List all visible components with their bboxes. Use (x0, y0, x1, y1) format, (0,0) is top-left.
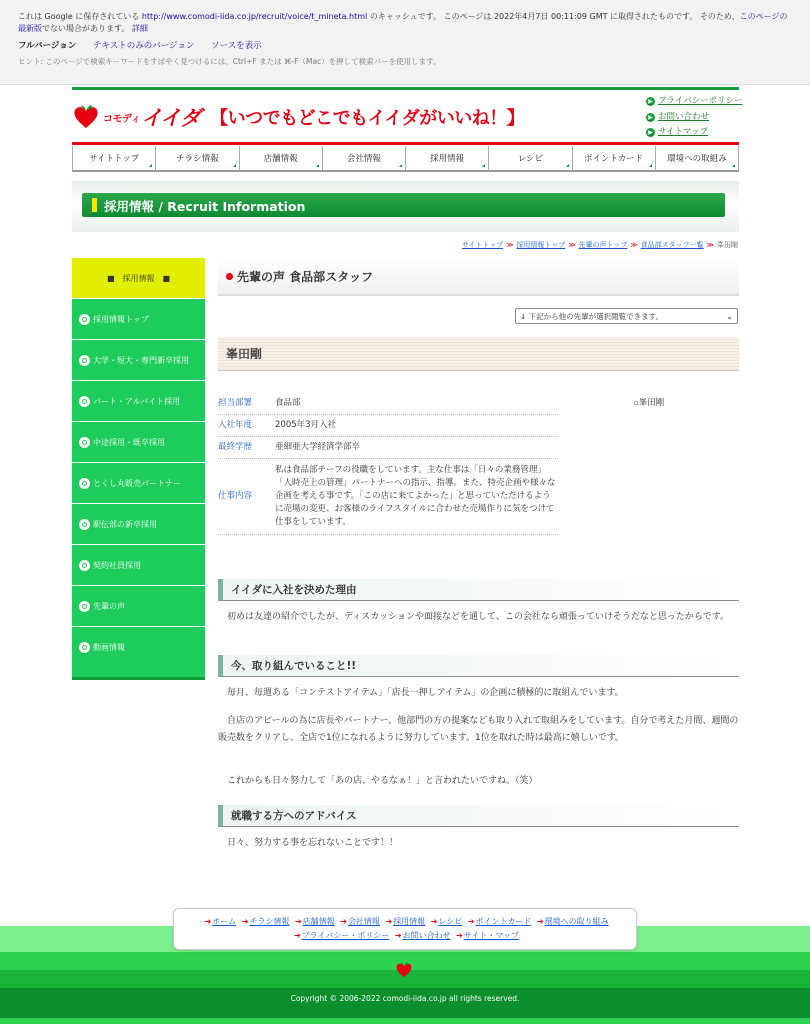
main-nav (72, 146, 739, 172)
sidebar-item-recruit-top[interactable] (72, 298, 205, 339)
section-heading-reason: イイダに入社を決めた理由 (218, 579, 739, 601)
sidebar-item-label: 採用情報トップ (93, 314, 149, 324)
section-heading-advice: 就職する方へのアドバイス (218, 805, 739, 827)
util-link-label: プライバシーポリシー (658, 96, 743, 106)
arrow-icon: ➔ (241, 917, 249, 926)
arrow-icon: ➔ (340, 917, 347, 926)
footer-links-row (174, 929, 636, 943)
table-row (218, 415, 558, 437)
footer-link-stores[interactable]: 店舗情報 (302, 917, 335, 926)
footer-link-sitemap[interactable]: サイト・マップ (463, 931, 519, 940)
circle-bullet-icon (79, 519, 90, 530)
profile-table (218, 393, 558, 535)
staff-select-value: ↓ 下記から他の先輩が選択閲覧できます。 (520, 311, 664, 321)
circle-bullet-icon (79, 601, 90, 612)
footer-link-point-card[interactable]: ポイントカード (475, 917, 532, 926)
footer-links (173, 908, 637, 950)
footer (0, 908, 810, 1024)
staff-photo (634, 396, 664, 408)
nav-site-top[interactable]: サイトトップ (72, 146, 156, 170)
sidebar-item-mid-career[interactable] (72, 421, 205, 462)
nav-environment[interactable]: 環境への取組み (656, 146, 739, 170)
cache-view-options (18, 40, 792, 52)
staff-photo-alt: 峯田剛 (638, 398, 665, 408)
footer-link-environment[interactable]: 環境への取り組み (544, 917, 609, 926)
broken-image-icon: ▫ (634, 399, 639, 407)
cached-url-link[interactable]: http://www.comodi-iida.co.jp/recruit/voice/t_mineta.html (141, 12, 368, 21)
cache-text: でない場合があります。 (42, 24, 130, 33)
sidebar-item-ekiden[interactable] (72, 503, 205, 544)
profile-label: 仕事内容 (218, 459, 275, 535)
footer-link-recipe[interactable]: レシピ (438, 917, 463, 926)
cache-text: これは Google に保存されている (18, 12, 142, 21)
cache-text: のキャッシュです。 このページは 2022年4月7日 00:11:09 GMT に取得されたものです。 そのため、 (367, 12, 740, 21)
copyright: Copyright © 2006-2022 comodi-iida.co.jp all rights reserved. (290, 994, 520, 1003)
arrow-icon: ➔ (385, 917, 393, 926)
sidebar-item-label: 先輩の声 (93, 601, 125, 611)
double-chevron-icon: ≫ (568, 241, 576, 249)
banner-bar (82, 193, 725, 217)
circle-bullet-icon (79, 396, 90, 407)
staff-select[interactable] (515, 308, 738, 324)
nav-flyer[interactable]: チラシ情報 (156, 146, 239, 170)
main-content (218, 258, 739, 848)
recruit-banner (72, 181, 739, 232)
profile-value: 食品部 (275, 393, 558, 415)
sidebar-item-label: パート・アルバイト採用 (93, 396, 181, 406)
breadcrumb-site-top[interactable]: サイトトップ (461, 241, 504, 249)
full-version-link[interactable]: フルバージョン (18, 41, 77, 51)
section-paragraph: 日々、努力する事を忘れないことです！！ (227, 838, 399, 848)
arrow-icon: ➔ (456, 931, 463, 940)
table-row (218, 437, 558, 459)
section-paragraph: 毎月、毎週ある「コンテストアイテム」「店長一押しアイテム」の企画に積極的に取組んでいます。 (227, 688, 624, 698)
arrow-icon: ➔ (430, 917, 438, 926)
sidebar-item-label: 契約社員採用 (93, 560, 141, 570)
google-cache-banner (0, 0, 810, 85)
utility-links (646, 94, 743, 141)
heart-logo-icon (395, 961, 413, 979)
sidebar-footer (72, 667, 205, 680)
profile-label: 入社年度 (218, 415, 275, 437)
double-chevron-icon: ≫ (630, 241, 638, 249)
heart-logo-icon (72, 103, 100, 131)
header-top-rule (72, 87, 739, 90)
table-row (218, 393, 558, 415)
arrow-circle-icon: ▶ (646, 97, 655, 106)
double-chevron-icon: ≫ (706, 241, 714, 249)
section-paragraph: 初めは友達の紹介でしたが、ディスカッションや面接などを通して、この会社なら頑張っていけそうだなと思ったからです。 (227, 612, 730, 622)
page-title-text: 先輩の声 食品部スタッフ (237, 269, 374, 284)
tagline: 【いつでもどこでもイイダがいいね！】 (210, 108, 525, 129)
sidebar-item-tokushimaru[interactable] (72, 462, 205, 503)
text-only-link[interactable]: テキストのみのバージョン (92, 41, 195, 51)
nav-point-card[interactable]: ポイントカード (573, 146, 656, 170)
page-title (218, 258, 739, 296)
site-logo[interactable] (72, 101, 524, 133)
sidebar-item-label: 大学・短大・専門新卒採用 (93, 355, 189, 365)
footer-link-recruit[interactable]: 採用情報 (393, 917, 426, 926)
arrow-icon: ➔ (536, 917, 544, 926)
section-paragraph: 自店のアピールの為に店長やパートナー、他部門の方の提案なども取り入れて取組みをしています。自分で考えた月間、週間の販売数をクリアし、全店で1位になれるように努力しています。1位を取れた時は最高に嬉しいです。 (218, 716, 739, 743)
sidebar-item-contract[interactable] (72, 544, 205, 585)
sidebar-item-label: 中途採用・既卒採用 (93, 437, 165, 447)
arrow-circle-icon: ▶ (646, 113, 655, 122)
footer-link-contact[interactable]: お問い合わせ (402, 931, 451, 940)
footer-links-row (174, 915, 636, 929)
footer-link-home[interactable]: ホーム (212, 917, 237, 926)
breadcrumb-recruit-top[interactable]: 採用情報トップ (516, 241, 566, 249)
circle-bullet-icon (79, 478, 90, 489)
details-link[interactable]: 詳細 (131, 24, 148, 33)
util-link-label: お問い合わせ (658, 111, 710, 122)
nav-company[interactable]: 会社情報 (323, 146, 406, 170)
arrow-icon: ➔ (294, 931, 301, 940)
arrow-icon: ➔ (294, 917, 302, 926)
sidebar-item-part-time[interactable] (72, 380, 205, 421)
header-red-rule (72, 142, 739, 145)
profile-value: 亜細亜大学経済学部卒 (275, 437, 558, 459)
sidebar-item-video[interactable] (72, 626, 205, 667)
privacy-policy-link[interactable] (646, 94, 743, 110)
sidebar-heading: ■ 採用情報 ■ (72, 258, 205, 298)
nav-recruit[interactable]: 採用情報 (406, 146, 489, 170)
view-source-link[interactable]: ソースを表示 (211, 41, 262, 51)
nav-recipe[interactable]: レシピ (489, 146, 572, 170)
double-chevron-icon: ≫ (506, 241, 514, 249)
arrow-icon: ➔ (394, 931, 402, 940)
sidebar-item-label: とくし丸販売パートナー (93, 478, 181, 488)
breadcrumb-staff-list[interactable]: 食品部スタッフ一覧 (640, 241, 704, 249)
sidebar-item-label: 駅伝部の新卒採用 (93, 519, 157, 529)
banner-tick (92, 198, 97, 212)
cache-hint: ヒント: このページで検索キーワードをすばやく見つけるには、Ctrl+F または ⌘-F（Mac）を押して検索バーを使用します。 (18, 57, 441, 66)
sidebar (72, 258, 205, 680)
breadcrumb (462, 240, 738, 250)
chevron-down-icon: ⌄ (726, 311, 733, 321)
footer-link-flyer[interactable]: チラシ情報 (249, 917, 290, 926)
sitemap-link[interactable] (646, 125, 743, 141)
brand-name: イイダ (141, 106, 201, 130)
profile-label: 最終学歴 (218, 437, 275, 459)
profile-label: 担当部署 (218, 393, 275, 415)
nav-stores[interactable]: 店舗情報 (240, 146, 323, 170)
breadcrumb-voice-top[interactable]: 先輩の声トップ (578, 241, 628, 249)
profile-value: 私は食品部チーフの役職をしています。主な仕事は「日々の業務管理」「人時売上の管理」パートナーへの指示、指導。また、特売企画や様々な企画を考える事です。「この店に来てよかった」と思っていただけるように売場の変更、お客様のライフスタイルに合わせた売場作りに気をつけて仕事をしています。 (275, 459, 558, 535)
circle-bullet-icon (79, 642, 90, 653)
brand-small-text: コモディ (103, 113, 141, 125)
circle-bullet-icon (79, 437, 90, 448)
circle-bullet-icon (79, 560, 90, 571)
staff-name-heading: 峯田剛 (218, 337, 739, 371)
sidebar-item-label: 動画情報 (93, 642, 125, 652)
sidebar-item-voice[interactable] (72, 585, 205, 626)
breadcrumb-current: 峯田剛 (717, 241, 738, 249)
contact-link[interactable] (646, 110, 743, 126)
arrow-icon: ➔ (467, 917, 475, 926)
latest-version-link[interactable]: このページの最新版 (18, 12, 788, 33)
sidebar-item-new-graduate[interactable] (72, 339, 205, 380)
footer-link-privacy[interactable]: プライバシー・ポリシー (301, 931, 390, 940)
arrow-circle-icon: ▶ (646, 128, 655, 137)
footer-band (0, 1018, 810, 1024)
cache-notice (18, 11, 792, 35)
circle-bullet-icon (79, 314, 90, 325)
profile-value: 2005年3月入社 (275, 415, 558, 437)
circle-bullet-icon (79, 355, 90, 366)
banner-title: 採用情報 / Recruit Information (104, 199, 306, 214)
arrow-icon: ➔ (204, 917, 212, 926)
red-dot-icon (226, 273, 233, 280)
section-heading-current: 今、取り組んでいること!! (218, 655, 739, 677)
section-paragraph: これからも日々努力して「あの店、やるなぁ！」と言われたいですね。（笑） (227, 776, 538, 786)
footer-link-company[interactable]: 会社情報 (347, 917, 380, 926)
table-row (218, 459, 558, 535)
util-link-label: サイトマップ (658, 127, 709, 137)
